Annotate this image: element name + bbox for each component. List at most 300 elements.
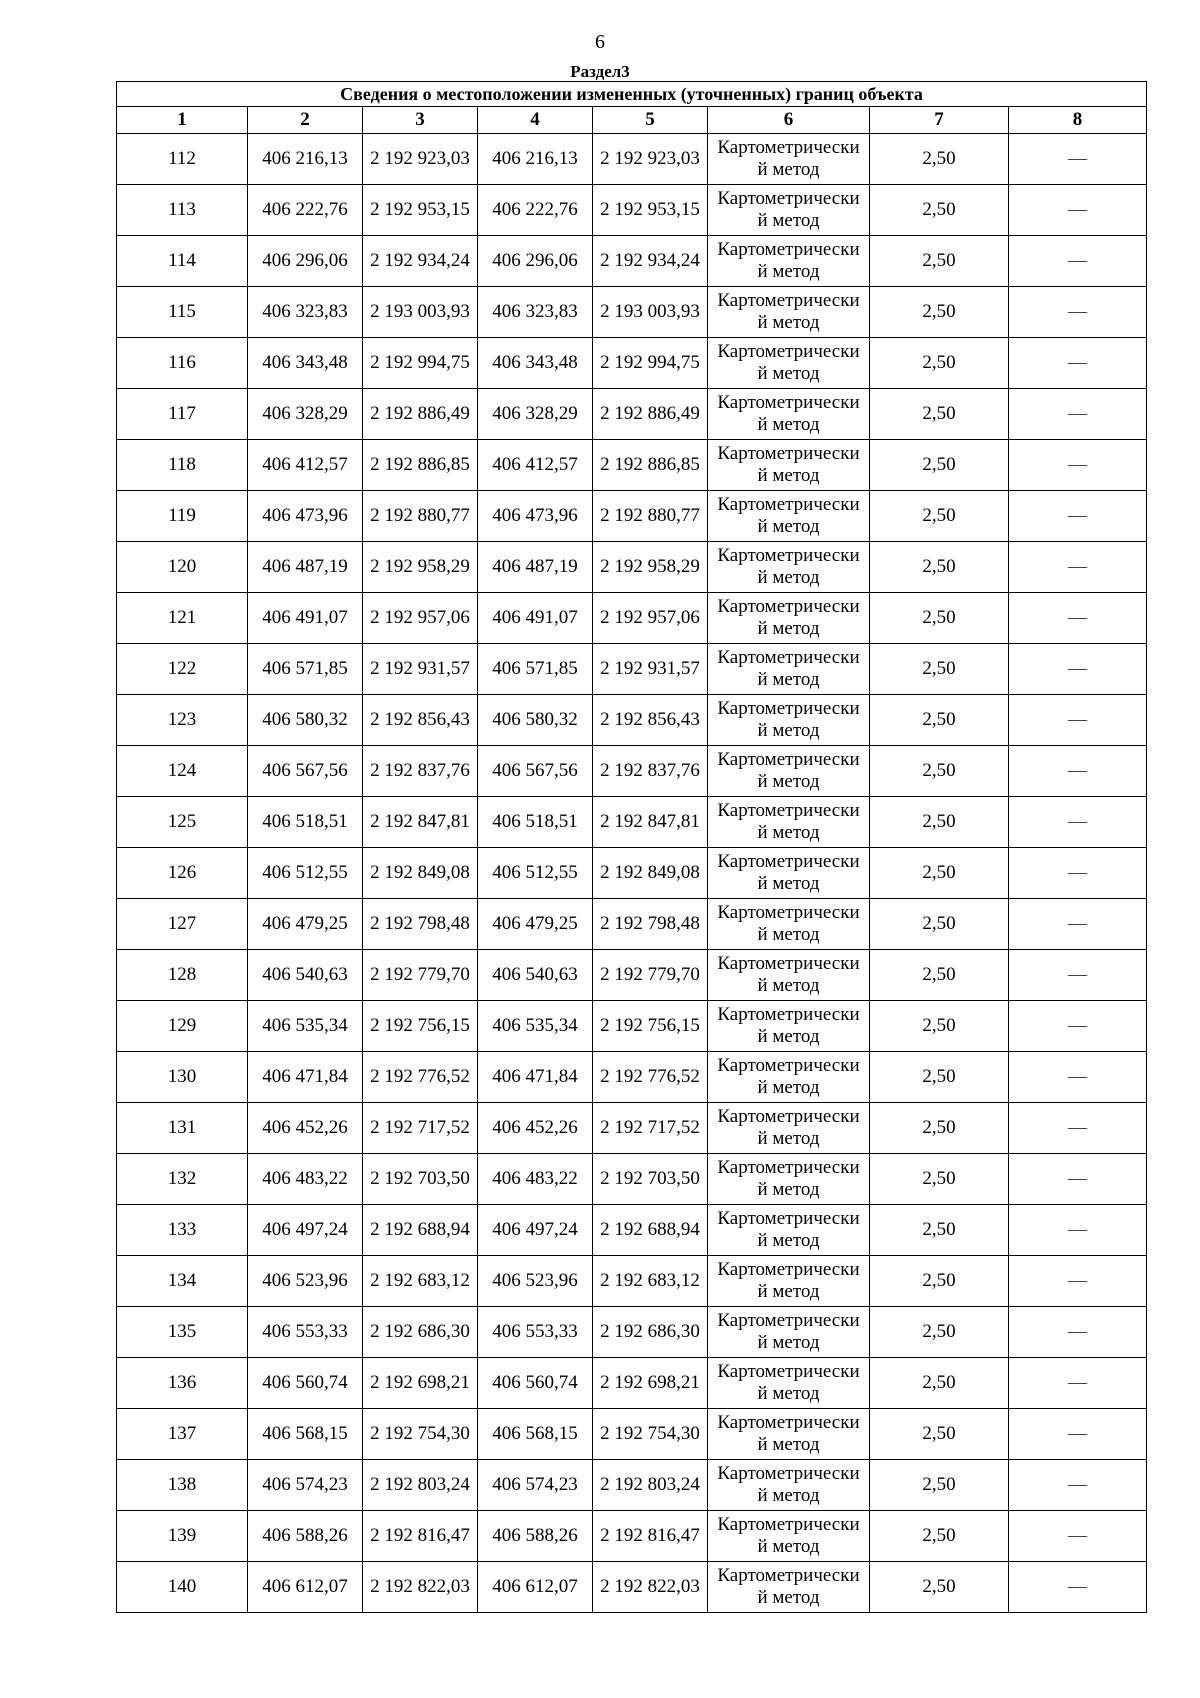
note-cell: — [1009,1103,1147,1154]
table-row [117,1103,1147,1154]
old-y-cell: 2 192 923,03 [363,134,478,185]
old-y-cell: 2 192 958,29 [363,542,478,593]
old-x-cell: 406 471,84 [248,1052,363,1103]
new-y-cell: 2 192 717,52 [593,1103,708,1154]
method-text-line: Картометрически [717,698,860,719]
old-y-cell: 2 192 798,48 [363,899,478,950]
table-row [117,644,1147,695]
old-x-cell: 406 568,15 [248,1409,363,1460]
method-text-line: й метод [757,1434,820,1455]
table-row [117,950,1147,1001]
column-number-row [117,107,1147,134]
point-number-cell: 122 [117,644,248,695]
point-number-cell: 131 [117,1103,248,1154]
accuracy-cell: 2,50 [870,1052,1009,1103]
note-cell: — [1009,1409,1147,1460]
old-y-cell: 2 192 931,57 [363,644,478,695]
method-text-line: й метод [757,210,820,231]
point-number-cell: 120 [117,542,248,593]
method-text-line: й метод [757,1026,820,1047]
accuracy-cell: 2,50 [870,1205,1009,1256]
table-row [117,1562,1147,1613]
method-text-line: Картометрически [717,1208,860,1229]
method-text-line: й метод [757,1536,820,1557]
method-text-line: Картометрически [717,953,860,974]
table-row [117,1154,1147,1205]
new-y-cell: 2 193 003,93 [593,287,708,338]
point-number-cell: 140 [117,1562,248,1613]
old-y-cell: 2 192 934,24 [363,236,478,287]
point-number-cell: 128 [117,950,248,1001]
accuracy-cell: 2,50 [870,1409,1009,1460]
table-row [117,491,1147,542]
new-x-cell: 406 580,32 [478,695,593,746]
method-text-line: Картометрически [717,902,860,923]
note-cell: — [1009,134,1147,185]
new-y-cell: 2 192 886,49 [593,389,708,440]
accuracy-cell: 2,50 [870,746,1009,797]
new-x-cell: 406 328,29 [478,389,593,440]
old-x-cell: 406 328,29 [248,389,363,440]
table-row [117,848,1147,899]
column-number: 4 [478,107,593,134]
old-x-cell: 406 574,23 [248,1460,363,1511]
old-y-cell: 2 193 003,93 [363,287,478,338]
new-x-cell: 406 518,51 [478,797,593,848]
table-row [117,236,1147,287]
accuracy-cell: 2,50 [870,542,1009,593]
old-y-cell: 2 192 686,30 [363,1307,478,1358]
note-cell: — [1009,338,1147,389]
old-x-cell: 406 497,24 [248,1205,363,1256]
method-text-line: й метод [757,822,820,843]
table-row [117,440,1147,491]
method-cell [708,1511,870,1562]
new-x-cell: 406 216,13 [478,134,593,185]
table-row [117,1205,1147,1256]
accuracy-cell: 2,50 [870,1358,1009,1409]
method-text-line: Картометрически [717,443,860,464]
old-x-cell: 406 296,06 [248,236,363,287]
new-y-cell: 2 192 822,03 [593,1562,708,1613]
old-x-cell: 406 553,33 [248,1307,363,1358]
method-text-line: Картометрически [717,392,860,413]
old-x-cell: 406 216,13 [248,134,363,185]
old-y-cell: 2 192 880,77 [363,491,478,542]
method-text-line: й метод [757,975,820,996]
column-number: 6 [708,107,870,134]
note-cell: — [1009,1256,1147,1307]
method-cell [708,389,870,440]
method-text-line: й метод [757,771,820,792]
method-cell [708,644,870,695]
new-y-cell: 2 192 688,94 [593,1205,708,1256]
new-x-cell: 406 540,63 [478,950,593,1001]
new-x-cell: 406 479,25 [478,899,593,950]
accuracy-cell: 2,50 [870,1562,1009,1613]
old-y-cell: 2 192 756,15 [363,1001,478,1052]
point-number-cell: 124 [117,746,248,797]
new-y-cell: 2 192 923,03 [593,134,708,185]
accuracy-cell: 2,50 [870,1256,1009,1307]
method-text-line: й метод [757,261,820,282]
note-cell: — [1009,899,1147,950]
table-caption: Сведения о местоположении измененных (уточненных) границ объекта [117,82,1147,107]
accuracy-cell: 2,50 [870,1001,1009,1052]
new-y-cell: 2 192 776,52 [593,1052,708,1103]
note-cell: — [1009,1154,1147,1205]
method-cell [708,695,870,746]
old-x-cell: 406 479,25 [248,899,363,950]
method-text-line: Картометрически [717,290,860,311]
method-text-line: й метод [757,465,820,486]
old-x-cell: 406 452,26 [248,1103,363,1154]
old-x-cell: 406 523,96 [248,1256,363,1307]
new-x-cell: 406 571,85 [478,644,593,695]
old-y-cell: 2 192 816,47 [363,1511,478,1562]
method-text-line: Картометрически [717,1259,860,1280]
point-number-cell: 123 [117,695,248,746]
method-cell [708,1307,870,1358]
method-text-line: й метод [757,1179,820,1200]
method-cell [708,1052,870,1103]
old-x-cell: 406 412,57 [248,440,363,491]
method-text-line: Картометрически [717,1412,860,1433]
old-x-cell: 406 512,55 [248,848,363,899]
accuracy-cell: 2,50 [870,644,1009,695]
method-text-line: Картометрически [717,1565,860,1586]
point-number-cell: 129 [117,1001,248,1052]
accuracy-cell: 2,50 [870,593,1009,644]
point-number-cell: 114 [117,236,248,287]
accuracy-cell: 2,50 [870,950,1009,1001]
new-y-cell: 2 192 837,76 [593,746,708,797]
table-row [117,1358,1147,1409]
table-row [117,1460,1147,1511]
method-text-line: й метод [757,414,820,435]
point-number-cell: 135 [117,1307,248,1358]
accuracy-cell: 2,50 [870,1511,1009,1562]
method-text-line: й метод [757,1281,820,1302]
point-number-cell: 116 [117,338,248,389]
new-x-cell: 406 452,26 [478,1103,593,1154]
accuracy-cell: 2,50 [870,287,1009,338]
point-number-cell: 138 [117,1460,248,1511]
accuracy-cell: 2,50 [870,236,1009,287]
new-y-cell: 2 192 703,50 [593,1154,708,1205]
table-row [117,1409,1147,1460]
method-cell [708,1409,870,1460]
point-number-cell: 133 [117,1205,248,1256]
method-text-line: Картометрически [717,341,860,362]
new-x-cell: 406 491,07 [478,593,593,644]
new-y-cell: 2 192 958,29 [593,542,708,593]
new-y-cell: 2 192 931,57 [593,644,708,695]
new-x-cell: 406 574,23 [478,1460,593,1511]
table-row [117,389,1147,440]
point-number-cell: 119 [117,491,248,542]
table-row [117,746,1147,797]
method-text-line: Картометрически [717,1361,860,1382]
note-cell: — [1009,287,1147,338]
new-x-cell: 406 523,96 [478,1256,593,1307]
old-y-cell: 2 192 717,52 [363,1103,478,1154]
accuracy-cell: 2,50 [870,899,1009,950]
method-cell [708,1460,870,1511]
column-number: 3 [363,107,478,134]
method-text-line: Картометрически [717,545,860,566]
new-x-cell: 406 412,57 [478,440,593,491]
method-text-line: й метод [757,1485,820,1506]
method-cell [708,1562,870,1613]
point-number-cell: 139 [117,1511,248,1562]
method-text-line: й метод [757,1383,820,1404]
table-row [117,287,1147,338]
accuracy-cell: 2,50 [870,491,1009,542]
column-number: 7 [870,107,1009,134]
point-number-cell: 136 [117,1358,248,1409]
old-y-cell: 2 192 803,24 [363,1460,478,1511]
note-cell: — [1009,1562,1147,1613]
old-y-cell: 2 192 837,76 [363,746,478,797]
old-y-cell: 2 192 776,52 [363,1052,478,1103]
coordinates-table [116,81,1147,1613]
note-cell: — [1009,593,1147,644]
new-y-cell: 2 192 816,47 [593,1511,708,1562]
note-cell: — [1009,1358,1147,1409]
method-text-line: Картометрически [717,188,860,209]
old-y-cell: 2 192 856,43 [363,695,478,746]
accuracy-cell: 2,50 [870,338,1009,389]
new-x-cell: 406 512,55 [478,848,593,899]
new-x-cell: 406 535,34 [478,1001,593,1052]
note-cell: — [1009,1511,1147,1562]
table-row [117,1052,1147,1103]
old-x-cell: 406 491,07 [248,593,363,644]
old-x-cell: 406 518,51 [248,797,363,848]
table-row [117,797,1147,848]
new-x-cell: 406 483,22 [478,1154,593,1205]
column-number: 1 [117,107,248,134]
note-cell: — [1009,542,1147,593]
note-cell: — [1009,1001,1147,1052]
accuracy-cell: 2,50 [870,134,1009,185]
old-x-cell: 406 567,56 [248,746,363,797]
accuracy-cell: 2,50 [870,389,1009,440]
new-x-cell: 406 473,96 [478,491,593,542]
note-cell: — [1009,1460,1147,1511]
method-text-line: й метод [757,720,820,741]
note-cell: — [1009,1205,1147,1256]
new-y-cell: 2 192 847,81 [593,797,708,848]
new-y-cell: 2 192 957,06 [593,593,708,644]
old-y-cell: 2 192 953,15 [363,185,478,236]
method-text-line: й метод [757,567,820,588]
method-text-line: й метод [757,1077,820,1098]
method-text-line: й метод [757,1230,820,1251]
note-cell: — [1009,440,1147,491]
new-x-cell: 406 568,15 [478,1409,593,1460]
accuracy-cell: 2,50 [870,848,1009,899]
new-y-cell: 2 192 849,08 [593,848,708,899]
note-cell: — [1009,1307,1147,1358]
new-x-cell: 406 588,26 [478,1511,593,1562]
old-x-cell: 406 580,32 [248,695,363,746]
table-row [117,1511,1147,1562]
old-x-cell: 406 560,74 [248,1358,363,1409]
accuracy-cell: 2,50 [870,1154,1009,1205]
column-number: 2 [248,107,363,134]
old-x-cell: 406 540,63 [248,950,363,1001]
old-y-cell: 2 192 886,85 [363,440,478,491]
accuracy-cell: 2,50 [870,440,1009,491]
method-cell [708,185,870,236]
new-y-cell: 2 192 686,30 [593,1307,708,1358]
method-text-line: Картометрически [717,1514,860,1535]
note-cell: — [1009,797,1147,848]
method-cell [708,236,870,287]
point-number-cell: 132 [117,1154,248,1205]
old-y-cell: 2 192 698,21 [363,1358,478,1409]
method-text-line: Картометрически [717,1004,860,1025]
method-cell [708,1205,870,1256]
method-cell [708,1103,870,1154]
method-text-line: й метод [757,924,820,945]
note-cell: — [1009,236,1147,287]
point-number-cell: 121 [117,593,248,644]
note-cell: — [1009,950,1147,1001]
method-text-line: й метод [757,159,820,180]
new-x-cell: 406 553,33 [478,1307,593,1358]
method-text-line: Картометрически [717,239,860,260]
note-cell: — [1009,389,1147,440]
point-number-cell: 137 [117,1409,248,1460]
note-cell: — [1009,491,1147,542]
new-y-cell: 2 192 756,15 [593,1001,708,1052]
note-cell: — [1009,848,1147,899]
new-x-cell: 406 487,19 [478,542,593,593]
old-x-cell: 406 612,07 [248,1562,363,1613]
point-number-cell: 117 [117,389,248,440]
new-x-cell: 406 567,56 [478,746,593,797]
column-number: 8 [1009,107,1147,134]
table-row [117,1307,1147,1358]
old-y-cell: 2 192 849,08 [363,848,478,899]
table-row [117,542,1147,593]
note-cell: — [1009,644,1147,695]
table-row [117,338,1147,389]
table-row [117,593,1147,644]
point-number-cell: 126 [117,848,248,899]
point-number-cell: 115 [117,287,248,338]
table-row [117,1256,1147,1307]
new-x-cell: 406 471,84 [478,1052,593,1103]
accuracy-cell: 2,50 [870,185,1009,236]
method-text-line: Картометрически [717,1310,860,1331]
point-number-cell: 134 [117,1256,248,1307]
method-cell [708,1154,870,1205]
old-x-cell: 406 222,76 [248,185,363,236]
method-cell [708,134,870,185]
method-text-line: й метод [757,618,820,639]
method-text-line: Картометрически [717,1055,860,1076]
method-cell [708,797,870,848]
method-cell [708,1256,870,1307]
method-text-line: й метод [757,873,820,894]
method-cell [708,899,870,950]
new-y-cell: 2 192 779,70 [593,950,708,1001]
method-cell [708,848,870,899]
method-text-line: Картометрически [717,1106,860,1127]
note-cell: — [1009,746,1147,797]
method-text-line: Картометрически [717,1463,860,1484]
method-cell [708,491,870,542]
table-row [117,695,1147,746]
table-row [117,1001,1147,1052]
new-y-cell: 2 192 856,43 [593,695,708,746]
old-y-cell: 2 192 688,94 [363,1205,478,1256]
accuracy-cell: 2,50 [870,1307,1009,1358]
new-y-cell: 2 192 803,24 [593,1460,708,1511]
new-y-cell: 2 192 880,77 [593,491,708,542]
method-cell [708,287,870,338]
accuracy-cell: 2,50 [870,1103,1009,1154]
old-x-cell: 406 487,19 [248,542,363,593]
note-cell: — [1009,1052,1147,1103]
new-x-cell: 406 497,24 [478,1205,593,1256]
accuracy-cell: 2,50 [870,1460,1009,1511]
method-text-line: й метод [757,1128,820,1149]
old-y-cell: 2 192 703,50 [363,1154,478,1205]
point-number-cell: 127 [117,899,248,950]
old-x-cell: 406 588,26 [248,1511,363,1562]
point-number-cell: 118 [117,440,248,491]
old-x-cell: 406 473,96 [248,491,363,542]
table-row [117,899,1147,950]
method-text-line: й метод [757,516,820,537]
method-text-line: Картометрически [717,851,860,872]
method-text-line: й метод [757,312,820,333]
old-x-cell: 406 343,48 [248,338,363,389]
method-text-line: й метод [757,1587,820,1608]
method-text-line: Картометрически [717,647,860,668]
note-cell: — [1009,695,1147,746]
table-row [117,185,1147,236]
method-cell [708,950,870,1001]
new-y-cell: 2 192 698,21 [593,1358,708,1409]
old-x-cell: 406 483,22 [248,1154,363,1205]
old-x-cell: 406 571,85 [248,644,363,695]
point-number-cell: 113 [117,185,248,236]
method-cell [708,746,870,797]
method-cell [708,1001,870,1052]
method-cell [708,1358,870,1409]
old-x-cell: 406 323,83 [248,287,363,338]
method-text-line: Картометрически [717,137,860,158]
new-x-cell: 406 612,07 [478,1562,593,1613]
new-y-cell: 2 192 934,24 [593,236,708,287]
old-y-cell: 2 192 754,30 [363,1409,478,1460]
method-cell [708,542,870,593]
new-x-cell: 406 343,48 [478,338,593,389]
method-cell [708,593,870,644]
method-cell [708,440,870,491]
new-x-cell: 406 296,06 [478,236,593,287]
column-number: 5 [593,107,708,134]
old-y-cell: 2 192 957,06 [363,593,478,644]
old-y-cell: 2 192 847,81 [363,797,478,848]
new-y-cell: 2 192 798,48 [593,899,708,950]
